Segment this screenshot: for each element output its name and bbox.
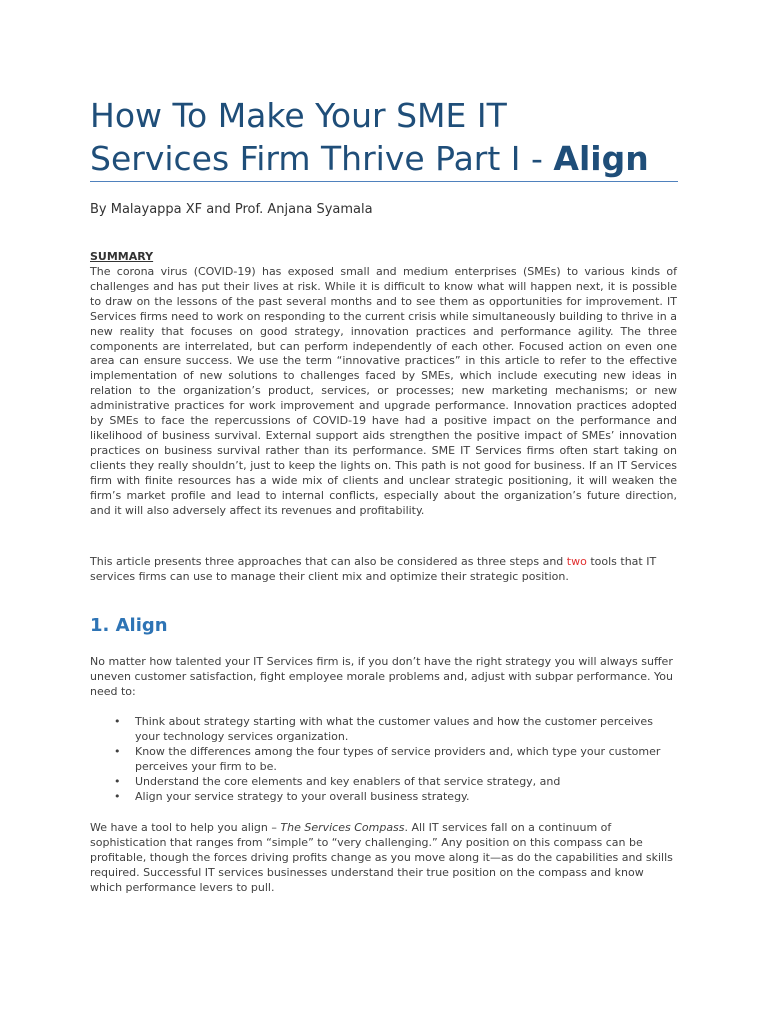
summary-paragraph: The corona virus (COVID-19) has exposed small and medium enterprises (SMEs) to various kinds of challenges and has put their lives at risk. While it is difficult to know what will happen next, it is possible to draw on the lessons of the past several months and to see them as opportunities for improvement. IT Services firms need to work on responding to the current crisis while simultaneously building to thrive in a new reality that focuses on good strategy, innovation practices and performance agility. The three components are interrelated, but can perform independently of each other. Focused action on even one area can ensure success. We use the term “innovative practices” in this article to refer to the effective implementation of new solutions to challenges faced by SMEs, which include executing new ideas in relation to the organization’s product, services, or processes; new marketing mechanisms; or new administrative practices for work improvement and upgrade performance. Innovation practices adopted by SMEs to face the repercussions of COVID-19 have had a positive impact on the performance and likelihood of business survival. External support aids strengthen the positive impact of SMEs’ innovation practices on business survival rather than its performance. SME IT Services firms often start taking on clients they really shouldn’t, just to keep the lights on. This path is not good for business. If an IT Services firm with finite resources has a wide mix of clients and unclear strategic positioning, it will weaken the firm’s market profile and lead to internal conflicts, especially about the organization’s future direction, and it will also adversely affect its revenues and profitability. [90, 265, 677, 517]
intro-text-part-2: tools that IT services firms can use to manage their client mix and optimize their strategic position. [90, 555, 657, 583]
bullet-symbol: • [114, 790, 121, 803]
page-title [90, 94, 680, 180]
tool-name: The Services Compass [280, 821, 405, 834]
intro-highlight: two [566, 555, 587, 568]
section-paragraph: No matter how talented your IT Services firm is, if you don’t have the right strategy you will always suffer uneven customer satisfaction, fight employee morale problems and, adjust with subpar performance. You need to: [90, 655, 673, 698]
byline: By Malayappa XF and Prof. Anjana Syamala [90, 202, 373, 217]
list-item [90, 714, 677, 744]
title-divider [90, 181, 678, 182]
list-item [90, 774, 677, 789]
list-item [90, 789, 677, 804]
title-line-2: Services Firm Thrive Part I - [90, 139, 554, 178]
bullet-symbol: • [114, 775, 121, 788]
section-heading-align: 1. Align [90, 615, 168, 636]
tool-paragraph-part-2: . All IT services fall on a continuum of sophistication that ranges from “simple” to “very challenging.” Any position on this compass can be profitable, though the forces driving profits change as you move along it—as do the capabilities and skills required. Successful IT services businesses understand their true position on the compass and know which performance levers to pull. [90, 821, 673, 894]
summary-heading: SUMMARY [90, 250, 154, 263]
intro-text-part-1: This article presents three approaches that can also be considered as three steps and [90, 555, 567, 568]
list-item-text: Think about strategy starting with what the customer values and how the customer perceives your technology services organization. [135, 715, 653, 743]
list-item-text: Know the differences among the four types of service providers and, which type your customer perceives your firm to be. [135, 745, 661, 773]
title-line-1: How To Make Your SME IT [90, 96, 507, 135]
list-item-text: Understand the core elements and key enablers of that service strategy, and [135, 775, 561, 788]
bullet-symbol: • [114, 715, 121, 728]
tool-paragraph [90, 820, 677, 895]
tool-paragraph-part-1: We have a tool to help you align – [90, 821, 281, 834]
intro-paragraph [90, 554, 677, 584]
title-emphasis: Align [553, 139, 649, 178]
list-item-text: Align your service strategy to your overall business strategy. [135, 790, 470, 803]
bullet-symbol: • [114, 745, 121, 758]
bullet-list [90, 714, 677, 804]
list-item [90, 744, 677, 774]
